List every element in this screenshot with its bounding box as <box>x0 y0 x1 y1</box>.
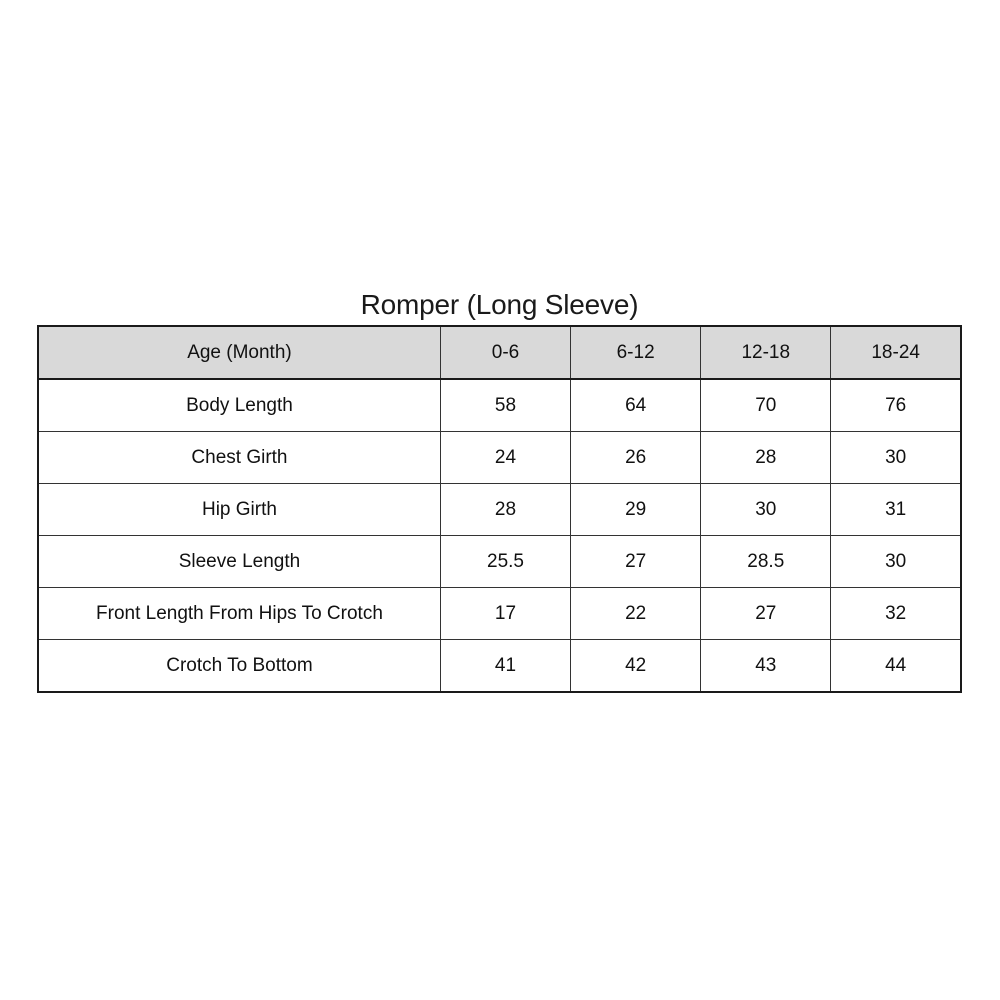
table-cell: 30 <box>831 432 961 484</box>
size-table <box>37 325 962 693</box>
row-label: Sleeve Length <box>38 536 440 588</box>
table-cell: 64 <box>571 379 701 432</box>
header-cell: 0-6 <box>440 326 570 379</box>
table-row <box>38 588 961 640</box>
table-cell: 70 <box>701 379 831 432</box>
table-row <box>38 432 961 484</box>
table-cell: 58 <box>440 379 570 432</box>
table-cell: 27 <box>701 588 831 640</box>
table-cell: 24 <box>440 432 570 484</box>
header-row <box>38 326 961 379</box>
table-row <box>38 640 961 693</box>
header-cell: 6-12 <box>571 326 701 379</box>
table-cell: 30 <box>831 536 961 588</box>
size-chart <box>37 285 962 693</box>
table-cell: 41 <box>440 640 570 693</box>
table-row <box>38 484 961 536</box>
header-label-cell: Age (Month) <box>38 326 440 379</box>
table-cell: 26 <box>571 432 701 484</box>
table-header <box>38 326 961 379</box>
table-cell: 31 <box>831 484 961 536</box>
row-label: Front Length From Hips To Crotch <box>38 588 440 640</box>
header-cell: 18-24 <box>831 326 961 379</box>
table-row <box>38 536 961 588</box>
row-label: Body Length <box>38 379 440 432</box>
table-cell: 28 <box>701 432 831 484</box>
table-cell: 25.5 <box>440 536 570 588</box>
row-label: Hip Girth <box>38 484 440 536</box>
header-cell: 12-18 <box>701 326 831 379</box>
table-row <box>38 379 961 432</box>
table-cell: 76 <box>831 379 961 432</box>
table-cell: 30 <box>701 484 831 536</box>
table-cell: 44 <box>831 640 961 693</box>
table-cell: 28 <box>440 484 570 536</box>
table-cell: 32 <box>831 588 961 640</box>
table-cell: 28.5 <box>701 536 831 588</box>
chart-title: Romper (Long Sleeve) <box>360 289 639 320</box>
table-cell: 42 <box>571 640 701 693</box>
table-cell: 17 <box>440 588 570 640</box>
row-label: Chest Girth <box>38 432 440 484</box>
table-cell: 29 <box>571 484 701 536</box>
row-label: Crotch To Bottom <box>38 640 440 693</box>
table-cell: 27 <box>571 536 701 588</box>
table-body <box>38 379 961 692</box>
table-cell: 43 <box>701 640 831 693</box>
table-cell: 22 <box>571 588 701 640</box>
